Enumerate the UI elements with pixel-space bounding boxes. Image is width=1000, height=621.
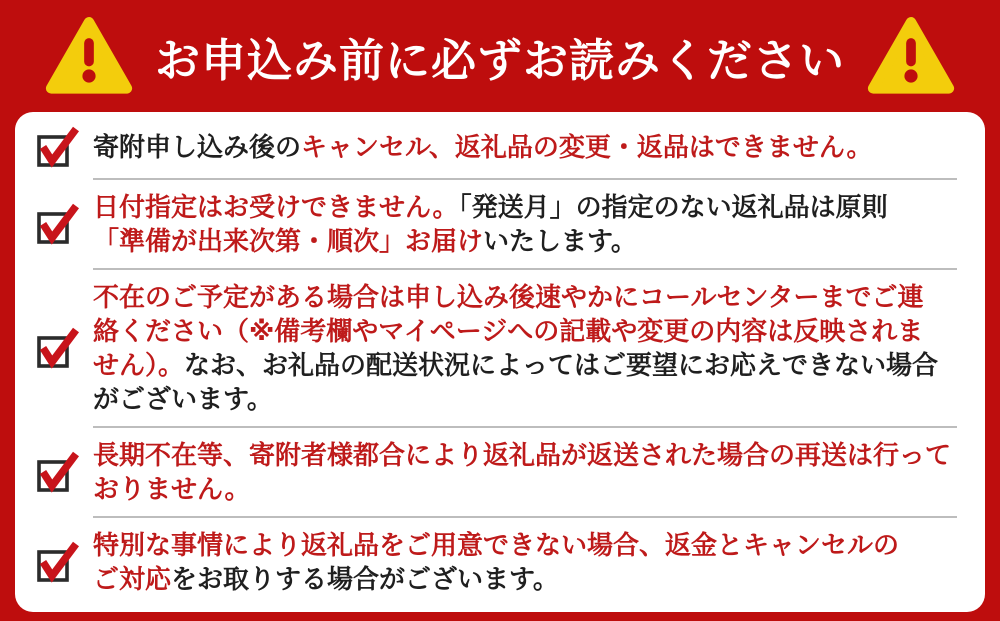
text-segment: 特別な事情により返礼品をご用意できない場合、返金とキャンセルの (93, 530, 900, 560)
warning-triangle-icon (867, 14, 955, 99)
item-divider (93, 426, 957, 428)
notice-list (35, 126, 957, 596)
header-banner (0, 0, 1000, 112)
text-segment: いたします。 (483, 226, 637, 256)
text-segment: 絡ください（※備考欄やマイページへの記載や変更の内容は反映されま (93, 316, 924, 346)
item-divider (93, 516, 957, 518)
checkbox-checked-icon (35, 541, 93, 583)
notice-text (93, 190, 957, 258)
notice-text (93, 280, 957, 416)
text-segment: がございます。 (93, 384, 273, 414)
text-segment: 「発送月」の指定のない返礼品は原則 (458, 192, 888, 222)
checkbox-checked-icon (35, 126, 93, 168)
checkbox-checked-icon (35, 451, 93, 493)
notice-card (15, 112, 985, 612)
notice-item (35, 438, 957, 506)
item-divider (93, 268, 957, 270)
text-segment: おりません。 (93, 474, 251, 504)
text-segment: なお、お礼品の配送状況によってはご要望にお応えできない場合 (184, 350, 939, 380)
notice-item (35, 528, 957, 596)
notice-text (93, 438, 957, 506)
item-divider (93, 178, 957, 180)
notice-item (35, 280, 957, 416)
checkbox-checked-icon (35, 327, 93, 369)
text-segment: ご対応 (93, 564, 172, 594)
notice-text (93, 528, 957, 596)
notice-text (93, 130, 957, 164)
page-title: お申込み前に必ずお読みください (154, 34, 845, 86)
checkbox-checked-icon (35, 203, 93, 245)
text-segment: キャンセル、返礼品の変更・返品はできません。 (301, 132, 873, 162)
text-segment: 「準備が出来次第・順次」お届け (93, 226, 484, 256)
text-segment: 長期不在等、寄附者様都合により返礼品が返送された場合の再送は行って (93, 440, 952, 470)
warning-triangle-icon (45, 14, 133, 99)
notice-item (35, 190, 957, 258)
text-segment: せん）。 (93, 350, 185, 380)
text-segment: 不在のご予定がある場合は申し込み後速やかにコールセンターまでご連 (93, 282, 924, 312)
text-segment: 寄附申し込み後の (93, 132, 302, 162)
notice-item (35, 126, 957, 168)
text-segment: をお取りする場合がございます。 (171, 564, 559, 594)
text-segment: 日付指定はお受けできません。 (93, 192, 459, 222)
